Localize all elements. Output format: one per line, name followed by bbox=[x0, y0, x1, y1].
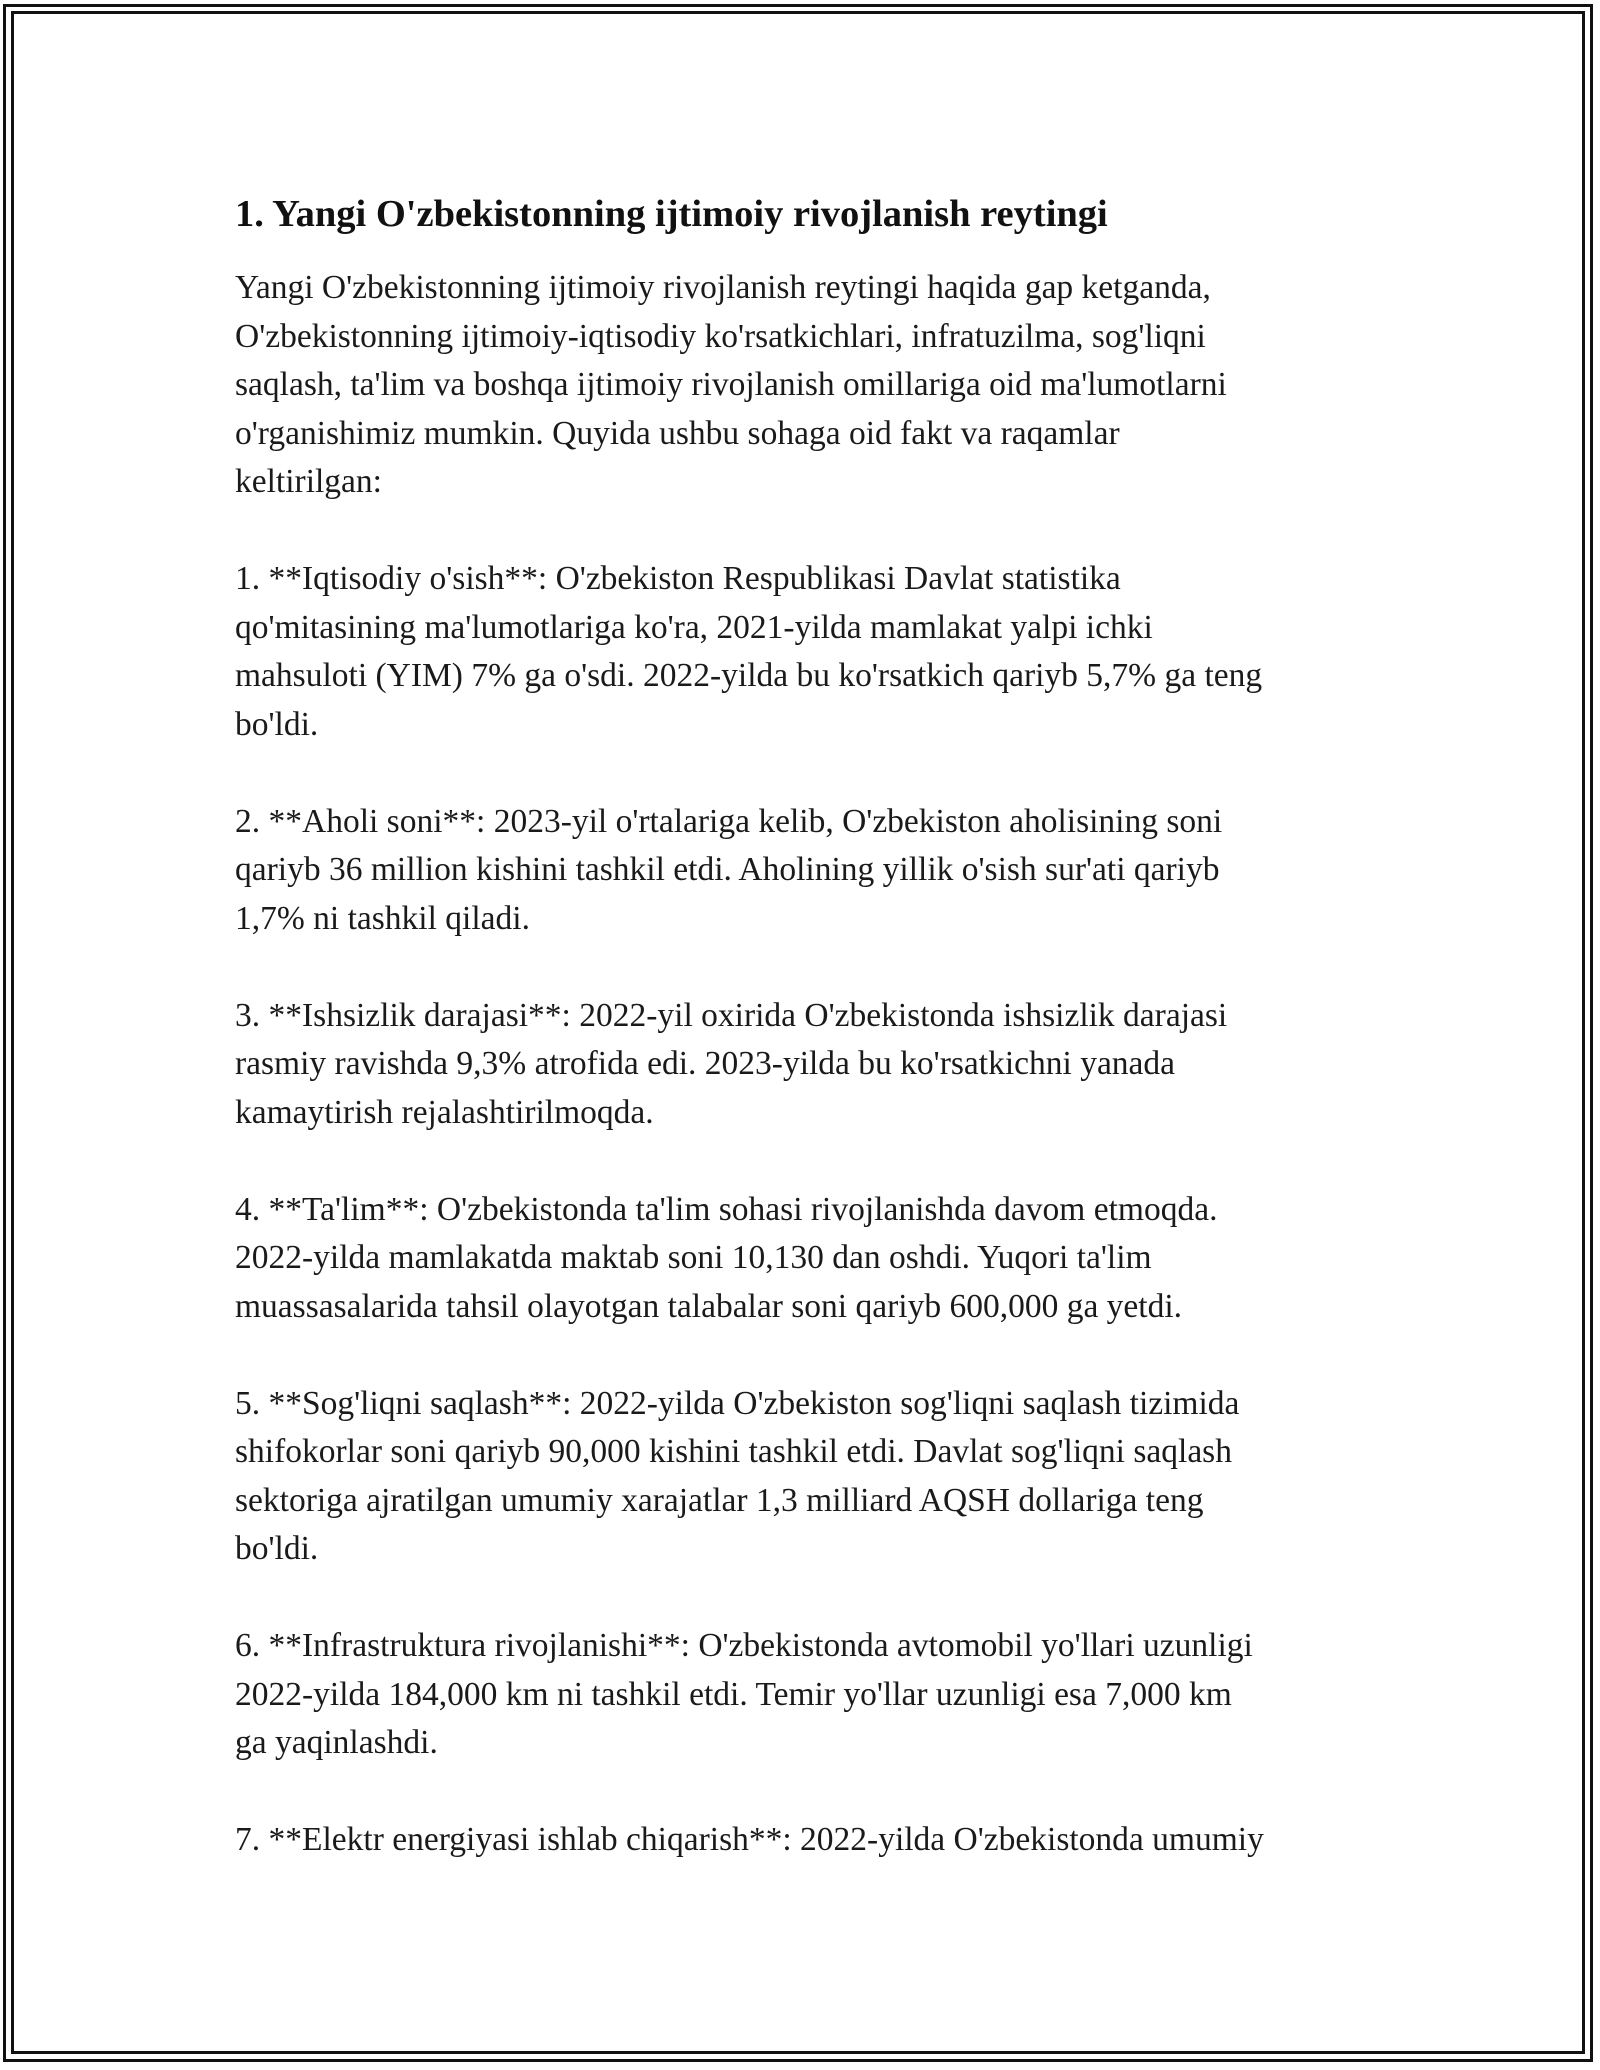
list-item-healthcare: 5. **Sog'liqni saqlash**: 2022-yilda O'zbekiston sog'liqni saqlash tizimida shifokorlar soni qariyb 90,000 kishini tashkil etdi. Davlat sog'liqni saqlash sektoriga ajratilgan umumiy xarajatlar 1,3 milliard AQSH dollariga teng bo'ldi. bbox=[235, 1384, 1240, 1567]
list-item-economic-growth: 1. **Iqtisodiy o'sish**: O'zbekiston Respublikasi Davlat statistika qo'mitasining ma'lumotlariga ko'ra, 2021-yilda mamlakat yalpi ichki mahsuloti (YIM) 7% ga o'sdi. 2022-yilda bu ko'rsatkich qariyb 5,7% ga teng bo'ldi. bbox=[235, 560, 1263, 743]
list-item-population: 2. **Aholi soni**: 2023-yil o'rtalariga kelib, O'zbekiston aholisining soni qariyb 36 million kishini tashkil etdi. Aholining yillik o'sish sur'ati qariyb 1,7% ni tashkil qiladi. bbox=[235, 802, 1223, 937]
intro-paragraph: Yangi O'zbekistonning ijtimoiy rivojlanish reytingi haqida gap ketganda, O'zbekistonning ijtimoiy-iqtisodiy ko'rsatkichlari, infratuzilma, sog'liqni saqlash, ta'lim va boshqa ijtimoiy rivojlanish omillariga oid ma'lumotlarni o'rganishimiz mumkin. Quyida ushbu sohaga oid fakt va raqamlar keltirilgan: bbox=[235, 269, 1227, 500]
list-item-education: 4. **Ta'lim**: O'zbekistonda ta'lim sohasi rivojlanishda davom etmoqda. 2022-yilda mamlakatda maktab soni 10,130 dan oshdi. Yuqori ta'lim muassasalarida tahsil olayotgan talabalar soni qariyb 600,000 ga yetdi. bbox=[235, 1190, 1218, 1325]
document-title: 1. Yangi O'zbekistonning ijtimoiy rivojlanish reytingi bbox=[235, 193, 1108, 235]
document-body bbox=[235, 188, 1370, 1865]
list-item-unemployment: 3. **Ishsizlik darajasi**: 2022-yil oxirida O'zbekistonda ishsizlik darajasi rasmiy ravishda 9,3% atrofida edi. 2023-yilda bu ko'rsatkichni yanada kamaytirish rejalashtirilmoqda. bbox=[235, 996, 1228, 1131]
list-item-infrastructure: 6. **Infrastruktura rivojlanishi**: O'zbekistonda avtomobil yo'llari uzunligi 2022-yilda 184,000 km ni tashkil etdi. Temir yo'llar uzunligi esa 7,000 km ga yaqinlashdi. bbox=[235, 1627, 1253, 1761]
list-item-electricity: 7. **Elektr energiyasi ishlab chiqarish**: 2022-yilda O'zbekistonda umumiy bbox=[235, 1821, 1264, 1858]
